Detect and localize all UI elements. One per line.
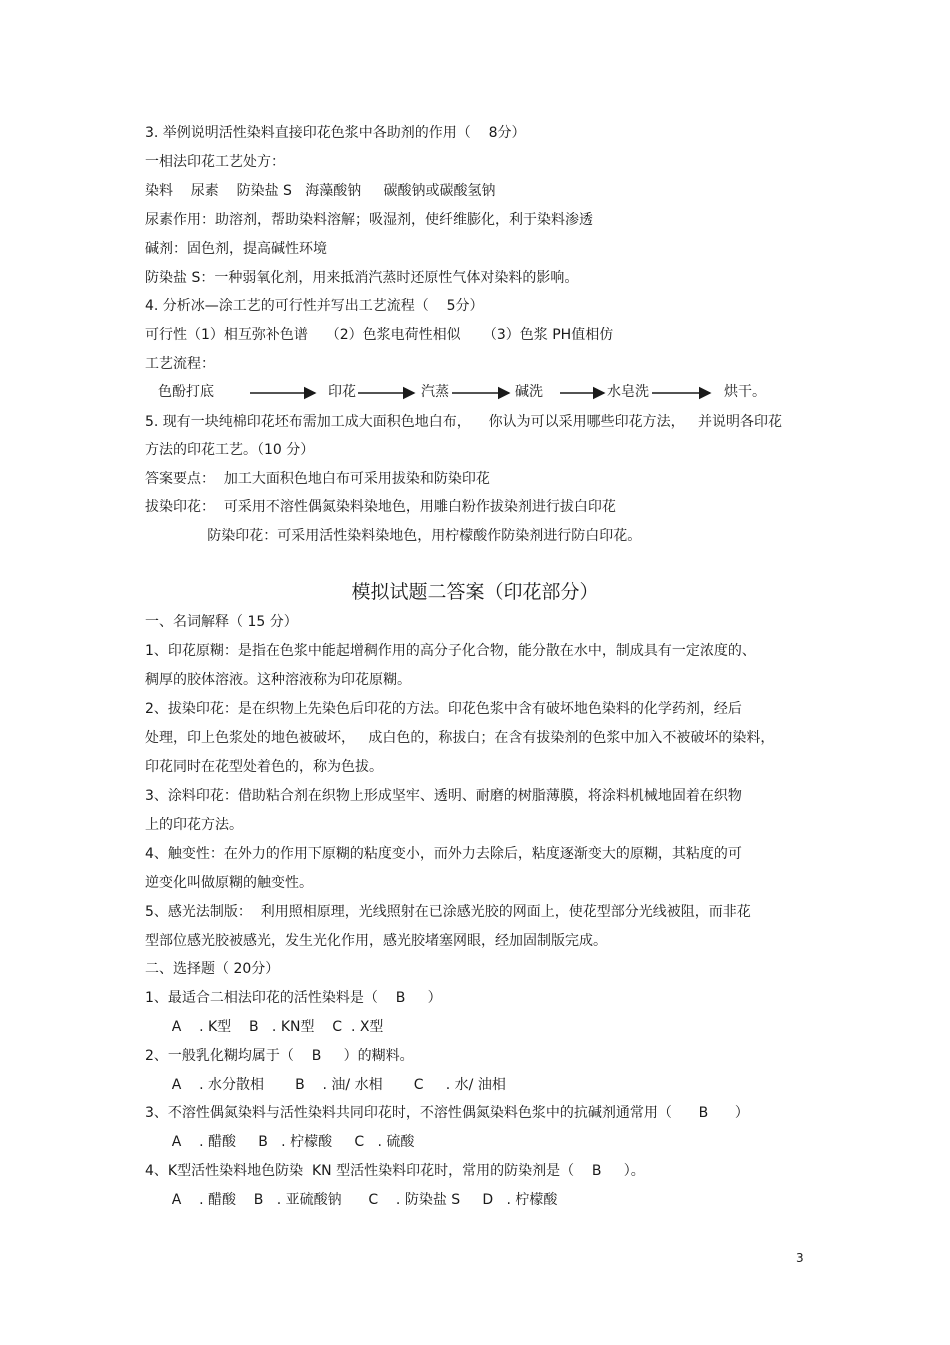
page-number: 3: [796, 1251, 804, 1265]
part1-line: 1、印花原糊：是指在色浆中能起增稠作用的高分子化合物，能分散在水中，制成具有一定浓度的、: [145, 643, 756, 659]
q3-line: 一相法印花工艺处方：: [145, 154, 285, 170]
q3-line: 碱剂：固色剂，提高碱性环境: [145, 241, 327, 257]
flow-arrows: [0, 383, 950, 405]
part2-options: A . 醋酸 B . 柠檬酸 C . 硫酸: [145, 1134, 415, 1150]
part2-options: A . K型 B . KN型 C . X型: [145, 1019, 384, 1035]
part1-line: 3、涂料印花：借助粘合剂在织物上形成坚牢、透明、耐磨的树脂薄膜，将涂料机械地固着在织物: [145, 788, 742, 804]
part2-question: 4、K型活性染料地色防染 KN 型活性染料印花时，常用的防染剂是（ B ）。: [145, 1163, 645, 1179]
part2-options: A . 醋酸 B . 亚硫酸钠 C . 防染盐 S D . 柠檬酸: [145, 1192, 558, 1208]
flow-step: 烘干。: [724, 384, 766, 400]
part1-line: 处理，印上色浆处的地色被破坏， 成白色的，称拔白；在含有拔染剂的色浆中加入不被破坏的染料，: [145, 730, 775, 746]
q3-line: 防染盐 S：一种弱氧化剂，用来抵消汽蒸时还原性气体对染料的影响。: [145, 270, 579, 286]
q5-line: 方法的印花工艺。（10 分）: [145, 442, 315, 458]
q4-heading: 4. 分析冰—涂工艺的可行性并写出工艺流程（ 5分）: [145, 298, 484, 314]
part1-line: 5、感光法制版： 利用照相原理，光线照射在已涂感光胶的网面上，使花型部分光线被阻，而非花: [145, 904, 751, 920]
part1-line: 2、拔染印花：是在织物上先染色后印花的方法。印花色浆中含有破坏地色染料的化学药剂，经后: [145, 701, 742, 717]
part1-line: 稠厚的胶体溶液。这种溶液称为印花原糊。: [145, 672, 411, 688]
part2-options: A . 水分散相 B . 油/ 水相 C . 水/ 油相: [145, 1077, 506, 1093]
part2-question: 2、一般乳化糊均属于（ B ）的糊料。: [145, 1048, 414, 1064]
q5-line: 拔染印花： 可采用不溶性偶氮染料染地色，用雕白粉作拔染剂进行拔白印花: [145, 499, 616, 515]
part2-heading: 二、选择题（ 20分）: [145, 961, 280, 977]
q3-line: 尿素作用：助溶剂，帮助染料溶解；吸湿剂，使纤维膨化，利于染料渗透: [145, 212, 593, 228]
q5-line: 防染印花：可采用活性染料染地色，用柠檬酸作防染剂进行防白印花。: [145, 528, 642, 544]
part1-heading: 一、名词解释（ 15 分）: [145, 614, 298, 630]
q4-line: 工艺流程：: [145, 356, 215, 372]
flow-step: 印花: [328, 384, 356, 400]
part2-question: 3、不溶性偶氮染料与活性染料共同印花时，不溶性偶氮染料色浆中的抗碱剂通常用（ B ）: [145, 1105, 749, 1121]
section-title: 模拟试题二答案（印花部分）: [351, 581, 599, 603]
flow-step: 水皂洗: [607, 384, 649, 400]
q3-line: 染料 尿素 防染盐 S 海藻酸钠 碳酸钠或碳酸氢钠: [145, 183, 496, 199]
process-flow: [0, 383, 950, 405]
part1-line: 印花同时在花型处着色的，称为色拔。: [145, 759, 383, 775]
part1-line: 上的印花方法。: [145, 817, 243, 833]
q3-heading: 3. 举例说明活性染料直接印花色浆中各助剂的作用（ 8分）: [145, 125, 526, 141]
flow-step: 色酚打底: [158, 384, 214, 400]
q5-line: 答案要点： 加工大面积色地白布可采用拔染和防染印花: [145, 471, 490, 487]
q4-line: 可行性（1）相互弥补色谱 （2）色浆电荷性相似 （3）色浆 PH值相仿: [145, 327, 614, 343]
part1-line: 型部位感光胶被感光，发生光化作用，感光胶堵塞网眼，经加固制版完成。: [145, 933, 607, 949]
flow-step: 碱洗: [515, 384, 543, 400]
part1-line: 逆变化叫做原糊的触变性。: [145, 875, 313, 891]
part2-question: 1、最适合二相法印花的活性染料是（ B ）: [145, 990, 442, 1006]
flow-step: 汽蒸: [421, 384, 449, 400]
q5-line: 5. 现有一块纯棉印花坯布需加工成大面积色地白布， 你认为可以采用哪些印花方法， 并说明各印花: [145, 414, 782, 430]
part1-line: 4、触变性：在外力的作用下原糊的粘度变小，而外力去除后，粘度逐渐变大的原糊，其粘度的可: [145, 846, 742, 862]
